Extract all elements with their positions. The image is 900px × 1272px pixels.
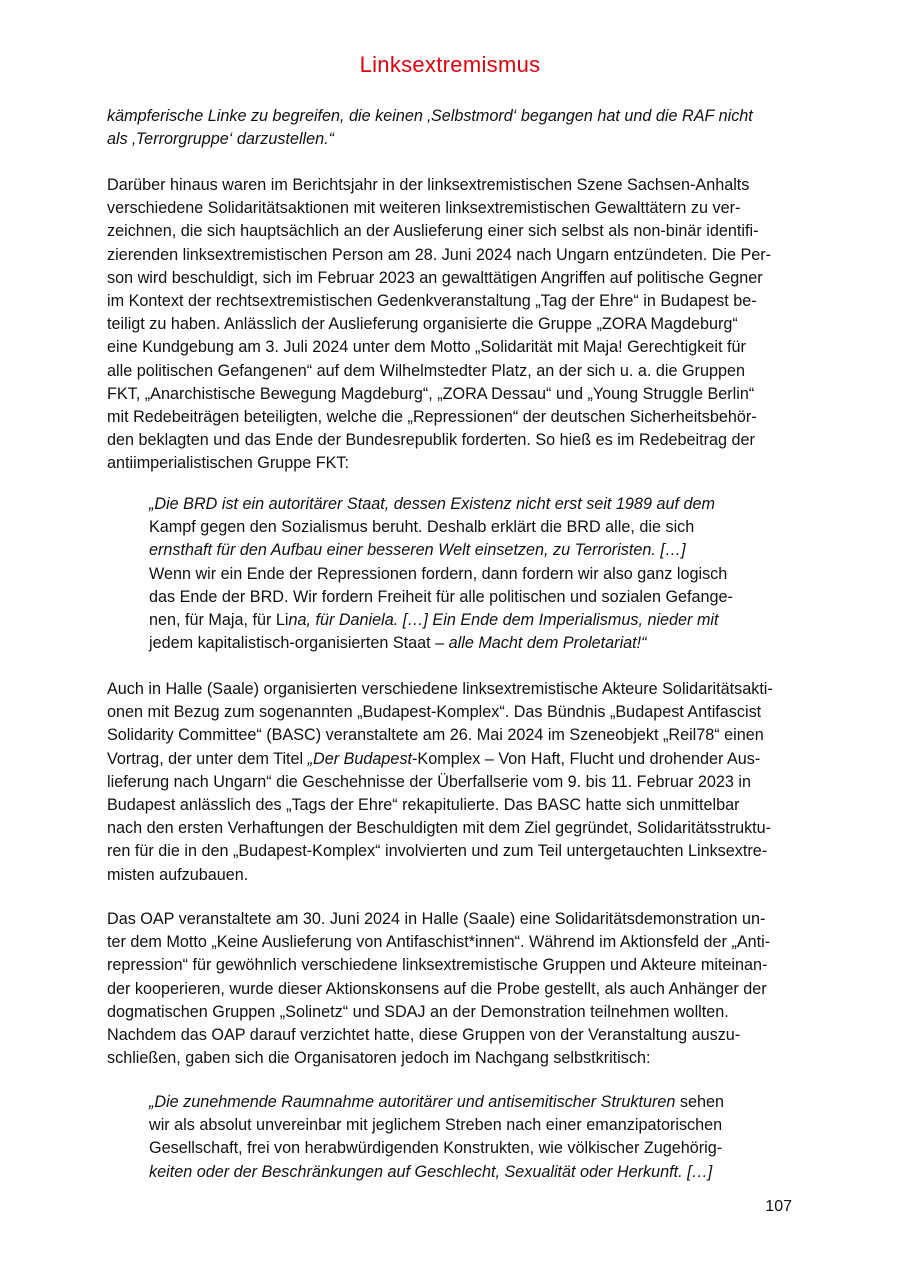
text-line [149, 609, 759, 632]
text-run: FKT, „Anarchistische Bewegung Magdeburg“, „ZORA Dessau“ und „Young Struggle Berlin“ [107, 384, 755, 403]
paragraph-2 [107, 174, 797, 476]
text-line [149, 563, 759, 586]
text-line [107, 724, 797, 747]
text-run: nach den ersten Verhaftungen der Beschuldigten mit dem Ziel gegründet, Solidaritätsstruktu- [107, 819, 772, 838]
text-run: zeichnen, die sich hauptsächlich an der Auslieferung einer sich selbst als non-binär identifi- [107, 222, 759, 241]
text-line [107, 452, 797, 475]
text-run: misten aufzubauen. [107, 865, 249, 884]
text-run: Wenn wir ein Ende der Repressionen fordern, dann fordern wir also ganz logisch [149, 564, 728, 583]
text-line [107, 313, 797, 336]
text-line [107, 771, 797, 794]
text-run: repression“ für gewöhnlich verschiedene linksextremistische Gruppen und Akteure miteinan- [107, 956, 768, 975]
text-line [107, 908, 797, 931]
paragraph-4 [107, 908, 797, 1070]
text-run: zierenden linksextremistischen Person am 28. Juni 2024 nach Ungarn entzündeten. Die Per- [107, 245, 772, 264]
text-run: „Die zunehmende Raumnahme autoritärer und antisemitischer Strukturen [149, 1093, 676, 1111]
text-run: Kampf gegen den Sozialismus beruht. Deshalb erklärt die BRD alle, die sich [149, 518, 695, 537]
text-line [107, 244, 797, 267]
text-line [107, 978, 797, 1001]
text-run: schließen, gaben sich die Organisatoren jedoch im Nachgang selbstkritisch: [107, 1049, 651, 1068]
text-run: dogmatischen Gruppen „Solinetz“ und SDAJ an der Demonstration teilnehmen wollten. [107, 1002, 729, 1021]
text-run: kämpferische Linke zu begreifen, die keinen ‚Selbstmord‘ begangen hat und die RAF nicht [107, 107, 753, 125]
text-line [107, 931, 797, 954]
text-line [149, 1114, 759, 1137]
quote-2 [149, 1091, 759, 1184]
text-run: na, für Daniela. […] Ein Ende dem Imperialismus, nieder mit [288, 611, 719, 630]
text-run: das Ende der BRD. Wir fordern Freiheit für alle politischen und sozialen Gefange- [149, 587, 733, 606]
text-run: onen mit Bezug zum sogenannten „Budapest-Komplex“. Das Bündnis „Budapest Antifascist [107, 703, 762, 722]
text-line [107, 1047, 797, 1070]
text-run: ter dem Motto „Keine Auslieferung von Antifaschist*innen“. Während im Aktionsfeld der „Anti- [107, 933, 771, 952]
text-run: alle politischen Gefangenen“ auf dem Wilhelmstedter Platz, an der sich u. a. die Gruppen [107, 361, 745, 380]
text-line [107, 406, 797, 429]
text-run: son wird beschuldigt, sich im Februar 2023 an gewalttätigen Angriffen auf politische Gegner [107, 268, 763, 287]
text-line [149, 1161, 759, 1184]
text-line [107, 701, 797, 724]
text-run: mit Redebeiträgen beteiligten, welche die „Repressionen“ der deutschen Sicherheitsbehör- [107, 408, 757, 427]
page-number: 107 [765, 1198, 792, 1215]
text-line [107, 864, 797, 887]
text-line [149, 586, 759, 609]
text-run: alle Macht dem Proletariat!“ [448, 634, 647, 653]
text-line [149, 632, 759, 655]
text-run: „Der Budapest [307, 749, 413, 768]
text-run: ren für die in den „Budapest-Komplex“ involvierten und zum Teil untergetauchten Linksextre- [107, 842, 768, 861]
text-run: den beklagten und das Ende der Bundesrepublik forderten. So hieß es im Redebeitrag der [107, 431, 755, 450]
text-line [149, 1091, 759, 1114]
text-line [107, 429, 797, 452]
text-run: ernsthaft für den Aufbau einer besseren Welt einsetzen, zu Terroristen. […] [149, 541, 686, 560]
text-run: Das OAP veranstaltete am 30. Juni 2024 in Halle (Saale) eine Solidaritätsdemonstration un- [107, 910, 766, 928]
text-line [107, 1024, 797, 1047]
text-line [107, 383, 797, 406]
text-run: der kooperieren, wurde dieser Aktionskonsens auf die Probe gestellt, als auch Anhänger der [107, 979, 767, 998]
text-line [107, 840, 797, 863]
text-line [107, 336, 797, 359]
text-run: teiligt zu haben. Anlässlich der Auslieferung organisierte die Gruppe „ZORA Magdeburg“ [107, 315, 738, 334]
text-run: im Kontext der rechtsextremistischen Gedenkveranstaltung „Tag der Ehre“ in Budapest be- [107, 292, 757, 311]
text-run: jedem kapitalistisch-organisierten Staat – [149, 634, 449, 653]
text-line [107, 1001, 797, 1024]
text-line [107, 817, 797, 840]
quote-1 [149, 493, 759, 655]
text-run: „Die BRD ist ein autoritärer Staat, dessen Existenz nicht erst seit 1989 auf dem [149, 495, 715, 513]
text-run: Budapest anlässlich des „Tags der Ehre“ rekapitulierte. Das BASC hatte sich unmittelbar [107, 796, 740, 815]
text-line [107, 794, 797, 817]
text-run: lieferung nach Ungarn“ die Geschehnisse der Überfallserie vom 9. bis 11. Februar 2023 in [107, 772, 751, 791]
text-run: nen, für Maja, für Li [149, 611, 289, 630]
text-line [107, 197, 797, 220]
text-run: Gesellschaft, frei von herabwürdigenden Konstrukten, wie völkischer Zugehörig- [149, 1139, 723, 1158]
text-run: Auch in Halle (Saale) organisierten verschiedene linksextremistische Akteure Solidaritätsakti- [107, 680, 773, 698]
text-line [107, 105, 797, 128]
paragraph-1 [107, 105, 797, 151]
text-line [149, 493, 759, 516]
text-line [149, 516, 759, 539]
text-line [107, 174, 797, 197]
text-run: als ‚Terrorgruppe‘ darzustellen.“ [107, 130, 335, 149]
text-line [107, 128, 797, 151]
text-line [107, 678, 797, 701]
text-run: Vortrag, der unter dem Titel [107, 749, 308, 768]
paragraph-3 [107, 678, 797, 887]
text-line [107, 267, 797, 290]
text-run: antiimperialistischen Gruppe FKT: [107, 454, 350, 473]
text-run: Nachdem das OAP darauf verzichtet hatte, diese Gruppen von der Veranstaltung auszu- [107, 1026, 741, 1045]
text-line [107, 360, 797, 383]
page-header-title: Linksextremismus [359, 52, 541, 77]
text-line [107, 954, 797, 977]
text-run: wir als absolut unvereinbar mit jeglichem Streben nach einer emanzipatorischen [149, 1116, 723, 1135]
text-run: -Komplex – Von Haft, Flucht und drohender Aus- [412, 749, 761, 768]
text-run: keiten oder der Beschränkungen auf Geschlecht, Sexualität oder Herkunft. […] [149, 1162, 713, 1181]
text-run: eine Kundgebung am 3. Juli 2024 unter dem Motto „Solidarität mit Maja! Gerechtigkeit für [107, 338, 746, 357]
text-line [107, 748, 797, 771]
text-line [149, 539, 759, 562]
text-run: Solidarity Committee“ (BASC) veranstaltete am 26. Mai 2024 im Szeneobjekt „Reil78“ einen [107, 726, 764, 745]
text-run: sehen [675, 1093, 724, 1111]
text-line [149, 1137, 759, 1160]
text-line [107, 220, 797, 243]
text-run: Darüber hinaus waren im Berichtsjahr in der linksextremistischen Szene Sachsen-Anhalts [107, 176, 750, 194]
text-run: verschiedene Solidaritätsaktionen mit weiteren linksextremistischen Gewalttätern zu ver- [107, 199, 741, 218]
text-line [107, 290, 797, 313]
